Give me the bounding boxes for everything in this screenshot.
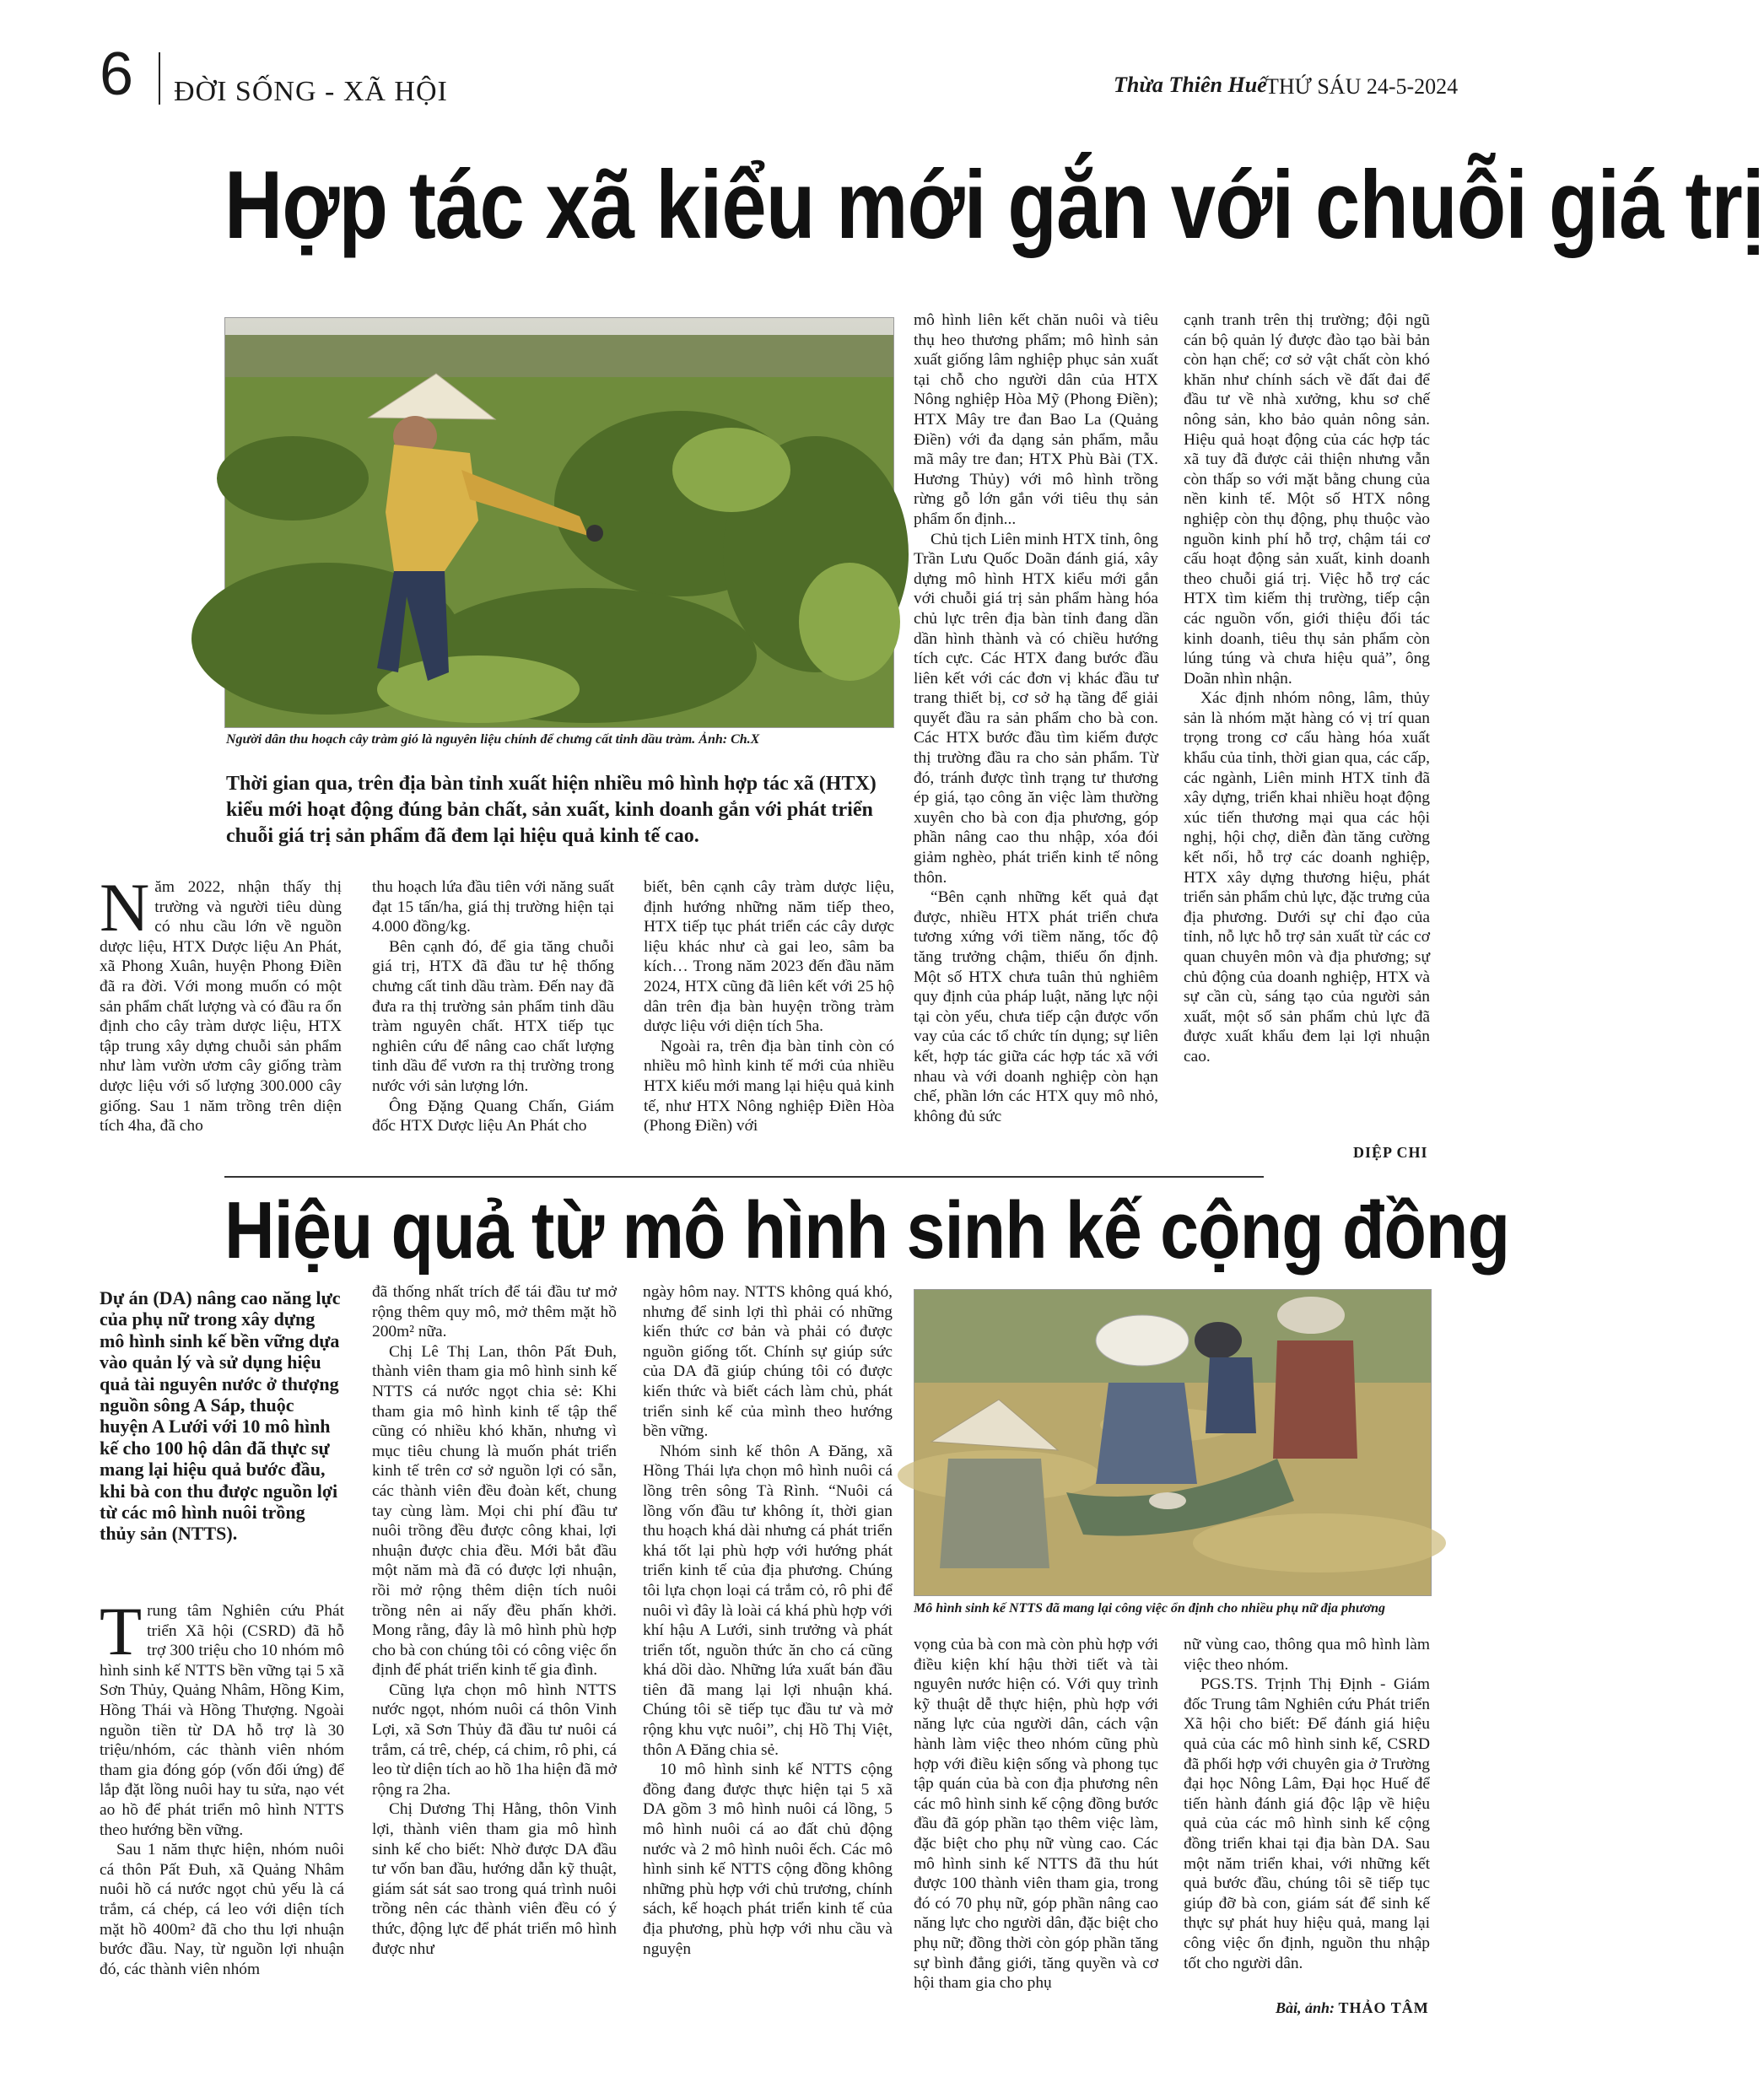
article2-lead: Dự án (DA) nâng cao năng lực của phụ nữ trong xây dựng mô hình sinh kế bền vững dựa vào quản lý và sử dụng hiệu quả tài nguyên nước ở thượng nguồn sông A Sáp, thuộc huyện A Lưới với 10 mô hình kế cho 100 hộ dân đã thực sự mang lại hiệu quả bước đầu, khi bà con thu được nguồn lợi từ các mô hình nuôi trồng thủy sản (NTTS). [100, 1287, 341, 1545]
article1-lead: Thời gian qua, trên địa bàn tỉnh xuất hiện nhiều mô hình hợp tác xã (HTX) kiểu mới hoạt động đúng bản chất, sản xuất, kinh doanh gắn với phát triển chuỗi giá trị sản phẩm đã đem lại hiệu quả kinh tế cao. [226, 773, 877, 847]
section-title: ĐỜI SỐNG - XÃ HỘI [174, 76, 448, 107]
paragraph: Ngoài ra, trên địa bàn tỉnh còn có nhiều mô hình kinh tế mới của nhiều HTX kiểu mới mang lại hiệu quả kinh tế, như HTX Nông nghiệp Điền Hòa (Phong Điền) với [644, 1037, 894, 1136]
article2-drop-cap: T [100, 1593, 143, 1670]
article1-col5 [1184, 310, 1430, 1067]
paragraph: Sau 1 năm thực hiện, nhóm nuôi cá thôn Pất Đuh, xã Quảng Nhâm nuôi hồ cá nước ngọt chủ yếu là cá trắm, cá chép, cá leo với diện tích mặt hồ 400m² đã cho thu lợi nhuận bước đầu. Nay, từ nguồn lợi nhuận đó, các thành viên nhóm [100, 1841, 344, 1978]
paragraph: ngày hôm nay. NTTS không quá khó, nhưng để sinh lợi thì phải có những kiến thức cơ bản và phải có được nguồn giống tốt. Chính sự giúp sức của DA đã giúp chúng tôi có được kiến thức và biết cách làm chủ, phát triển sinh kế của mình theo hướng bền vững. [643, 1283, 893, 1441]
article1-col1 [100, 869, 342, 1136]
byline-prefix: Bài, ảnh: [1276, 1999, 1335, 2016]
article2-col5 [1184, 1635, 1430, 1973]
article2-col3 [643, 1282, 893, 1959]
page-number: 6 [100, 40, 134, 108]
issue-date: THỨ SÁU 24-5-2024 [1265, 74, 1459, 99]
article2-col1 [100, 1593, 344, 1979]
photo-fish-pond [914, 1290, 1431, 1595]
paragraph: mô hình liên kết chăn nuôi và tiêu thụ heo thương phẩm; mô hình sản xuất giống lâm nghiệp phục sản xuất tại chỗ cho người dân của HTX Nông nghiệp Hòa Mỹ (Phong Điền); HTX Mây tre đan Bao La (Quảng Điền) với đa dạng sản phẩm, mẫu mã mây tre đan; HTX Phù Bài (TX. Hương Thủy) với mô hình trồng rừng gỗ lớn gắn với tiêu thụ sản phẩm ổn định... [914, 311, 1158, 528]
paragraph: PGS.TS. Trịnh Thị Định - Giám đốc Trung tâm Nghiên cứu Phát triển Xã hội cho biết: Để đánh giá hiệu quả của các mô hình sinh kế, CSRD đã phối hợp với chuyên gia ở Trường đại học Nông Lâm, Đại học Huế để tiến hành đánh giá độc lập về hiệu quả của các mô hình sinh kế cộng đồng triển khai tại địa bàn DA. Sau một năm triển khai, với những kết quả bước đầu, chúng tôi sẽ tiếp tục giúp đỡ bà con, giám sát để sinh kế thực sự phát huy hiệu quả, mang lại công việc ổn định, nguồn thu nhập tốt cho người dân. [1184, 1675, 1430, 1972]
article1-col2 [372, 877, 614, 1136]
article2-byline [1276, 1999, 1429, 2017]
article1-headline: Hợp tác xã kiểu mới gắn với chuỗi giá trị [224, 152, 1764, 259]
paragraph: Chủ tịch Liên minh HTX tỉnh, ông Trần Lưu Quốc Doãn đánh giá, xây dựng mô hình HTX kiểu mới gắn với chuỗi giá trị sản phẩm hàng hóa chủ lực trên địa bàn tỉnh đang dần dần hình thành và có chiều hướng tích cực. Các HTX đang bước đầu liên kết với các đơn vị khác đầu tư trang thiết bị, cơ sở hạ tầng để giải quyết đầu ra sản phẩm cho bà con. Các HTX bước đầu tìm kiếm được thị trường đầu ra cho sản phẩm. Từ đó, tránh được tình trạng tư thương ép giá, tạo công ăn việc làm thường xuyên cho bà con địa phương, góp phần nâng cao thu nhập, xóa đói giảm nghèo, phát triển kinh tế nông thôn. [914, 530, 1158, 887]
article2-col1-text: rung tâm Nghiên cứu Phát triển Xã hội (CSRD) đã hỗ trợ 300 triệu cho 10 nhóm mô hình sinh kế NTTS bền vững tại 5 xã Sơn Thủy, Quảng Nhâm, Hồng Kim, Hồng Thái và Hồng Thượng. Ngoài nguồn tiền từ DA hỗ trợ là 30 triệu/nhóm, các thành viên nhóm tham gia đóng góp (vốn đối ứng) để lắp đặt lồng nuôi hay tu sửa, nạo vét ao hồ để phát triển mô hình NTTS theo hướng bền vững. [100, 1602, 344, 1839]
paragraph: 10 mô hình sinh kế NTTS cộng đồng đang được thực hiện tại 5 xã DA gồm 3 mô hình nuôi cá lồng, 5 mô hình nuôi cá ao đất chủ động nước và 2 mô hình nuôi ếch. Các mô hình sinh kế NTTS cộng đồng không những phù hợp với chủ trương, chính sách, kế hoạch phát triển kinh tế của địa phương, phù hợp với nhu cầu và nguyện [643, 1761, 893, 1958]
article1-col4 [914, 310, 1158, 1126]
paragraph: vọng của bà con mà còn phù hợp với điều kiện khí hậu thời tiết và tài nguyên nước hiện có. Với quy trình kỹ thuật dễ thực hiện, phù hợp với năng lực của người dân, cách vận hành làm việc theo nhóm cũng phù hợp với điều kiện sống và phong tục tập quán của bà con địa phương nên các mô hình sinh kế cộng đồng bước đầu đã góp phần tạo thêm việc làm, đặc biệt cho phụ nữ vùng cao. Các mô hình sinh kế NTTS đã thu hút được 100 thành viên tham gia, trong đó có 70 phụ nữ, góp phần nâng cao năng lực cho người dân, đặc biệt cho phụ nữ; đồng thời còn góp phần tăng sự bình đẳng giới, tăng quyền và cơ hội tham gia cho phụ [914, 1636, 1158, 1993]
paragraph: cạnh tranh trên thị trường; đội ngũ cán bộ quản lý được đào tạo bài bản còn hạn chế; cơ sở vật chất còn khó khăn như chính sách về đất đai để đầu tư về nhà xưởng, khu sơ chế nông sản, kho bảo quản nông sản. Hiệu quả hoạt động của các hợp tác xã tuy đã được cải thiện nhưng vẫn còn thấp so với mặt bằng chung của nền kinh tế. Một số HTX nông nghiệp còn thụ động, phụ thuộc vào nguồn kinh phí hỗ trợ, chậm tái cơ cấu hoạt động sản xuất, kinh doanh theo chuỗi giá trị. Việc hỗ trợ các HTX tìm kiếm thị trường, tiếp cận các nguồn vốn, giới thiệu đối tác kinh doanh, tiêu thụ sản phẩm còn lúng túng và chưa hiệu quả”, ông Doãn nhìn nhận. [1184, 311, 1430, 688]
paragraph: thu hoạch lứa đầu tiên với năng suất đạt 15 tấn/ha, giá thị trường hiện tại 4.000 đồng/kg. [372, 878, 614, 936]
article2-photo [914, 1289, 1432, 1596]
article2-photo-caption: Mô hình sinh kế NTTS đã mang lại công việc ổn định cho nhiều phụ nữ địa phương [914, 1601, 1385, 1616]
paragraph: Bên cạnh đó, để gia tăng chuỗi giá trị, HTX đã đầu tư hệ thống chưng cất tinh dầu tràm. Đến nay đã đưa ra thị trường sản phẩm tinh dầu tràm nguyên chất. HTX tiếp tục nghiên cứu để nâng cao chất lượng tinh dầu để vươn ra thị trường trong nước với sản lượng lớn. [372, 937, 614, 1095]
article2-col4 [914, 1635, 1158, 1993]
article1-drop-cap: N [100, 869, 150, 946]
paragraph: Chị Dương Thị Hằng, thôn Vinh lợi, thành viên tham gia mô hình sinh kế cho biết: Nhờ được DA đầu tư vốn ban đầu, hướng dẫn kỹ thuật, giám sát sát sao trong quá trình nuôi trồng nên các thành viên đều có ý thức, động lực để phát triển mô hình được như [372, 1800, 617, 1958]
paragraph: biết, bên cạnh cây tràm dược liệu, định hướng những năm tiếp theo, HTX tiếp tục phát triển các cây dược liệu khác như cà gai leo, sâm ba kích… Trong năm 2023 đến đầu năm 2024, HTX cũng đã liên kết với 25 hộ dân trên địa bàn huyện trồng tràm dược liệu với diện tích 5ha. [644, 878, 894, 1036]
article2-col2 [372, 1282, 617, 1959]
paragraph: Xác định nhóm nông, lâm, thủy sản là nhóm mặt hàng có vị trí quan trọng trong cơ cấu hàng hóa xuất khẩu của tỉnh, thời gian qua, các cấp, các ngành, Liên minh HTX tỉnh đã xây dựng, triển khai nhiều hoạt động xúc tiến thương mại qua các hội nghị, hội chợ, diễn đàn tăng cường kết nối, hỗ trợ các doanh nghiệp, HTX xây dựng thương hiệu, phát triển sản phẩm chủ lực, đặc trưng của địa phương. Dưới sự chỉ đạo của tỉnh, nỗ lực hỗ trợ sản xuất từ các cơ quan chuyên môn và địa phương; sự chủ động của doanh nghiệp, HTX và sự cần cù, sáng tạo của người sản xuất, một số sản phẩm chủ lực đã được xuất khẩu đem lại lợi nhuận cao. [1184, 689, 1430, 1065]
article1-photo [224, 317, 894, 728]
paragraph: Nhóm sinh kế thôn A Đăng, xã Hồng Thái lựa chọn mô hình nuôi cá lồng trên sông Tà Rình. “Nuôi cá lồng vốn đầu tư không ít, thời gian thu hoạch khá dài nhưng cá phát triển khá tốt lại phù hợp với hướng phát triển kinh tế của địa phương. Chúng tôi lựa chọn loại cá trắm cỏ, rô phi để nuôi vì đây là loài cá khá phù hợp với khí hậu A Lưới, sinh trưởng và phát triển tốt, nguồn thức ăn cho cá cũng khá dồi dào. Những lứa xuất bán đầu tiên đã mang lại lợi nhuận khá. Chúng tôi sẽ tiếp tục đầu tư và mở rộng khu vực nuôi”, chị Hồ Thị Việt, thôn A Đăng chia sẻ. [643, 1442, 893, 1759]
paragraph: đã thống nhất trích để tái đầu tư mở rộng thêm quy mô, mở thêm mặt hồ 200m² nữa. [372, 1283, 617, 1341]
article1-col3 [644, 877, 894, 1136]
newspaper-name: Thừa Thiên Huế [1114, 73, 1267, 97]
paragraph: Chị Lê Thị Lan, thôn Pất Đuh, thành viên tham gia mô hình sinh kế NTTS cá nước ngọt chia sẻ: Khi tham gia mô hình kinh tế tập thể cũng có nhiều khó khăn, nhưng vì mục tiêu chung là muốn phát triển kinh tế trên cơ sở nguồn lợi có sẵn, các thành viên đều đoàn kết, chung tay cùng làm. Mọi chi phí đầu tư nuôi trồng đều được công khai, lợi nhuận được chia đều. Mới bắt đầu một năm mà đã có được lợi nhuận, rồi mở rộng thêm diện tích nuôi trồng nên ai nấy đều phấn khởi. Mong rằng, đây là mô hình phù hợp cho bà con chúng tôi có công việc ổn định để phát triển kinh tế gia đình. [372, 1342, 617, 1680]
paragraph: Cũng lựa chọn mô hình NTTS nước ngọt, nhóm nuôi cá thôn Vinh Lợi, xã Sơn Thủy đã đầu tư nuôi cá trắm, cá trê, chép, cá chim, rô phi, cá leo từ diện tích ao hồ 1ha hiện đã mở rộng ra 2ha. [372, 1680, 617, 1799]
article1-photo-caption: Người dân thu hoạch cây tràm gió là nguyên liệu chính để chưng cất tinh dầu tràm. Ảnh: Ch.X [226, 732, 760, 747]
header-divider [159, 52, 160, 105]
article-separator [224, 1176, 1264, 1178]
paragraph: nữ vùng cao, thông qua mô hình làm việc theo nhóm. [1184, 1636, 1430, 1674]
article2-headline: Hiệu quả từ mô hình sinh kế cộng đồng [224, 1185, 1510, 1276]
article1-author: DIỆP CHI [1353, 1144, 1428, 1161]
article2-author: THẢO TÂM [1338, 1999, 1429, 2016]
article1-col1-text: ăm 2022, nhận thấy thị trường và người tiêu dùng có nhu cầu lớn về nguồn dược liệu, HTX Dược liệu An Phát, xã Phong Xuân, huyện Phong Điền đã ra đời. Với mong muốn có một sản phẩm chất lượng và có đầu ra ổn định cho cây tràm dược liệu, HTX tập trung xây dựng chuỗi sản phẩm như làm vườn ươm cây giống tràm dược liệu với số lượng 300.000 cây giống. Sau 1 năm trồng trên diện tích 4ha, đã cho [100, 878, 342, 1136]
paragraph: Ông Đặng Quang Chấn, Giám đốc HTX Dược liệu An Phát cho [372, 1097, 614, 1136]
photo-harvest-tram [225, 318, 893, 727]
paragraph: “Bên cạnh những kết quả đạt được, nhiều HTX phát triển chưa tương xứng với tiềm năng, tốc độ tăng trưởng chậm, thiếu ổn định. Một số HTX chưa tuân thủ nghiêm quy định của pháp luật, năng lực nội tại còn yếu, chưa tiếp cận được vốn vay của các tổ chức tín dụng; sự liên kết, hợp tác giữa các hợp tác xã với nhau và với doanh nghiệp còn hạn chế, phần lớn các HTX quy mô nhỏ, không đủ sức [914, 888, 1158, 1125]
